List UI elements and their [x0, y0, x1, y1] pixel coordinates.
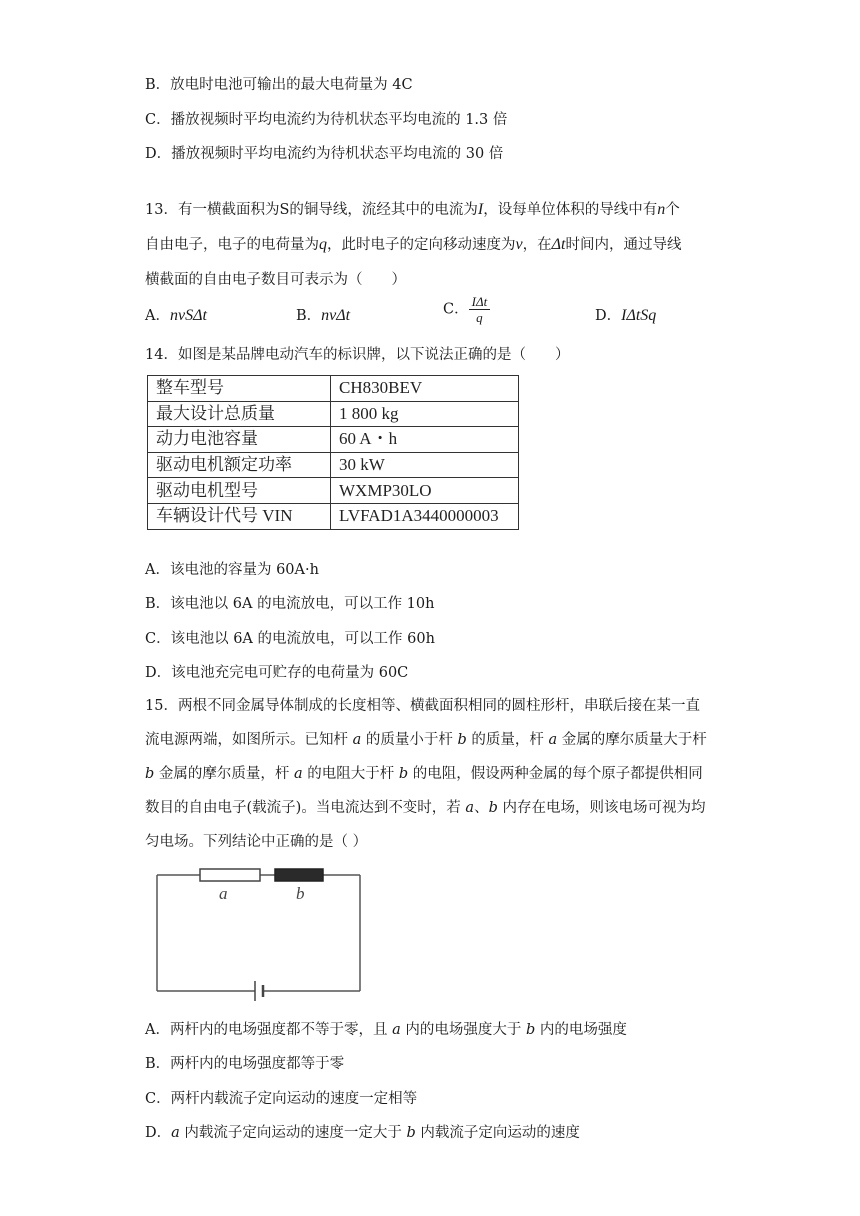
q12-option-b: B．放电时电池可输出的最大电荷量为 4C	[145, 77, 413, 93]
q15-option-a: A．两杆内的电场强度都不等于零，且 a 内的电场强度大于 b 内的电场强度	[145, 1022, 627, 1038]
spec-key: 驱动电机型号	[148, 478, 331, 504]
q13-stem-line2: 自由电子，电子的电荷量为q，此时电子的定向移动速度为v，在Δt时间内，通过导线	[145, 236, 682, 253]
q13-stem-line3: 横截面的自由电子数目可表示为（ ）	[145, 272, 406, 288]
fraction: $\frac{\text{IΔt}}{q}$	[469, 294, 491, 325]
table-row	[148, 401, 519, 427]
q13-stem-line1: 13．有一横截面积为S的铜导线，流经其中的电流为I，设每单位体积的导线中有n个	[145, 201, 680, 218]
table-row	[148, 427, 519, 453]
q13-option-d: D．IΔtSq	[595, 307, 657, 324]
q15-stem-line3: b 金属的摩尔质量，杆 a 的电阻大于杆 b 的电阻，假设两种金属的每个原子都提供相同	[145, 766, 703, 782]
q14-stem: 14．如图是某品牌电动汽车的标识牌，以下说法正确的是（ ）	[145, 347, 570, 363]
q15-stem-line2: 流电源两端，如图所示。已知杆 a 的质量小于杆 b 的质量，杆 a 金属的摩尔质量大于杆	[145, 732, 707, 748]
table-row	[148, 503, 519, 529]
rod-a	[200, 869, 260, 881]
spec-key: 动力电池容量	[148, 427, 331, 453]
q15-stem-line5: 匀电场。下列结论中正确的是（ ）	[145, 834, 368, 850]
circuit-diagram	[155, 866, 365, 1001]
q14-option-b: B．该电池以 6A 的电流放电，可以工作 10h	[145, 596, 435, 612]
spec-key: 整车型号	[148, 376, 331, 402]
vehicle-spec-table	[147, 375, 519, 530]
q13-option-b: B．nvΔt	[296, 307, 351, 324]
spec-key: 驱动电机额定功率	[148, 452, 331, 478]
table-row	[148, 376, 519, 402]
spec-value: LVFAD1A3440000003	[331, 503, 519, 529]
table-row	[148, 452, 519, 478]
q15-option-d: D．a 内载流子定向运动的速度一定大于 b 内载流子定向运动的速度	[145, 1125, 580, 1141]
q12-option-c: C．播放视频时平均电流约为待机状态平均电流的 1.3 倍	[145, 112, 508, 128]
label-b: b	[296, 884, 305, 903]
spec-value: 30 kW	[331, 452, 519, 478]
q15-option-b: B．两杆内的电场强度都等于零	[145, 1056, 345, 1072]
spec-key: 车辆设计代号 VIN	[148, 503, 331, 529]
rod-b	[275, 869, 323, 881]
table-row	[148, 478, 519, 504]
spec-key: 最大设计总质量	[148, 401, 331, 427]
q12-option-d: D．播放视频时平均电流约为待机状态平均电流的 30 倍	[145, 146, 504, 162]
q15-option-c: C．两杆内载流子定向运动的速度一定相等	[145, 1091, 418, 1107]
q14-option-c: C．该电池以 6A 的电流放电，可以工作 60h	[145, 631, 435, 647]
spec-value: 1 800 kg	[331, 401, 519, 427]
q14-option-d: D．该电池充完电可贮存的电荷量为 60C	[145, 665, 409, 681]
q14-option-a: A．该电池的容量为 60A·h	[145, 562, 319, 578]
spec-value: 60 A・h	[331, 427, 519, 453]
spec-value: CH830BEV	[331, 376, 519, 402]
q15-stem-line4: 数目的自由电子(载流子)。当电流达到不变时，若 a、b 内存在电场，则该电场可视为均	[145, 800, 706, 816]
spec-value: WXMP30LO	[331, 478, 519, 504]
label-a: a	[219, 884, 228, 903]
q15-stem-line1: 15．两根不同金属导体制成的长度相等、横截面积相同的圆柱形杆，串联后接在某一直	[145, 698, 700, 714]
q13-option-a: A．nvSΔt	[145, 307, 207, 324]
q13-option-c: C． $\frac{\text{IΔt}}{q}$	[443, 294, 490, 325]
